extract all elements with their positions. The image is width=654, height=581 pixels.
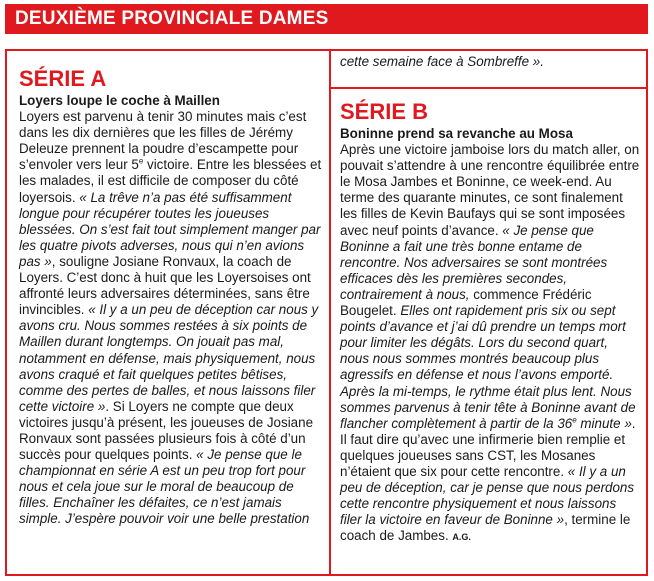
column-divider bbox=[329, 49, 331, 576]
author-signature: A.G. bbox=[452, 532, 471, 543]
serie-a-text-4: . Si Loyers ne compte que deux victoires jusqu’à présent, les joueuses de Josiane Ronvaux sont passées plusieurs fois à côté d’un succès pour quelques points. bbox=[19, 398, 314, 463]
continuation-divider bbox=[330, 87, 648, 89]
serie-b-column bbox=[340, 101, 640, 545]
serie-b-quote-3: « Il y a un peu de déception, car je pense que nous perdons cette rencontre physiquement et nous laissons filer la victoire en faveur de Boninne » bbox=[340, 463, 635, 528]
serie-b-headline: Boninne prend sa revanche au Mosa bbox=[340, 126, 573, 141]
section-banner: DEUXIÈME PROVINCIALE DAMES bbox=[5, 4, 648, 34]
serie-b-body bbox=[340, 142, 640, 545]
serie-a-ordinal: e bbox=[138, 156, 144, 166]
serie-a-quote-3: « Je pense que le championnat en série A est un peu trop fort pour nous et cela joue sur le moral de beaucoup de filles. Enchaîner les défaites, ce n’est jamais simple. J’espère pouvoir voir une belle prestation bbox=[19, 447, 310, 527]
serie-a-text-1: Loyers est parvenu à tenir 30 minutes mais c’est dans les dix dernières que les filles de Jérémy Deleuze prennent la poudre d’escampette pour s’envoler vers leur 5 bbox=[19, 109, 307, 173]
serie-b-text-3: . Il faut dire qu’avec une infirmerie bien remplie et quelques joueuses sans CST, les Mosanes n’étaient que six pour cette rencontre. bbox=[340, 415, 636, 479]
serie-b-text-2: commence Frédéric Bougelet. bbox=[340, 286, 592, 319]
serie-a-body bbox=[19, 109, 322, 527]
serie-a-quote-1: « La trêve n’a pas été suffisamment longue pour récupérer toutes les joueuses blessées. On s’est fait tout simplement manger par les quatre pivots adverses, nous qui n’en avions pas » bbox=[19, 189, 321, 269]
serie-a-title: SÉRIE A bbox=[19, 66, 107, 91]
serie-a-text-3: , souligne Josiane Ronvaux, la coach de Loyers. C’est donc à huit que les Loyersoises ont affronté leurs adversaires déterminées, sans être invincibles. bbox=[19, 253, 311, 318]
serie-a-column bbox=[19, 68, 322, 528]
serie-a-quote-3-end: cette semaine face à Sombreffe ». bbox=[340, 54, 544, 69]
serie-b-title: SÉRIE B bbox=[340, 99, 429, 124]
serie-a-text-2: victoire. Entre les blessées et les malades, il est difficile de composer du côté loyersois. bbox=[19, 157, 322, 205]
serie-b-text-4: , termine le coach de Jambes. bbox=[340, 512, 631, 544]
serie-b-text-1: Après une victoire jamboise lors du match aller, on pouvait s’attendre à une rencontre équilibrée entre le Mosa Jambes et Boninne, ce week-end. Au terme des quarante minutes, ce sont finalement les filles de Kevin Baufays qui se sont imposées avec neuf points d’avance. bbox=[340, 142, 640, 238]
serie-b-ordinal: e bbox=[572, 415, 577, 425]
serie-a-quote-2: « Il y a un peu de déception car nous y avons cru. Nous sommes restées à six points de Maillen durant longtemps. On jouait pas mal, notamment en défense, mais physiquement, nous avons craqué et fait quelques petites bêtises, comme des pertes de balles, et nous laissons filer cette victoire » bbox=[19, 302, 319, 414]
serie-a-headline: Loyers loupe le coche à Maillen bbox=[19, 93, 220, 108]
serie-b-quote-1: « Je pense que Boninne a fait une très bonne entame de rencontre. Nos adversaires se sont montrées efficaces dès les premières secondes, contrairement à nous, bbox=[340, 222, 608, 302]
serie-b-quote-2a: Elles ont rapidement pris six ou sept points d’avance et j’ai dû prendre un temps mort pour limiter les dégâts. Lors du second quart, nous nous sommes montrés beaucoup plus agressifs en défense et nous l’avons emporté. Après la mi-temps, le rythme était plus lent. Nous sommes parvenus à tenir tête à Boninne avant de flancher complètement à partir de la 36 bbox=[340, 303, 636, 431]
serie-a-continuation bbox=[340, 54, 640, 70]
serie-b-quote-2b: minute » bbox=[576, 415, 632, 431]
